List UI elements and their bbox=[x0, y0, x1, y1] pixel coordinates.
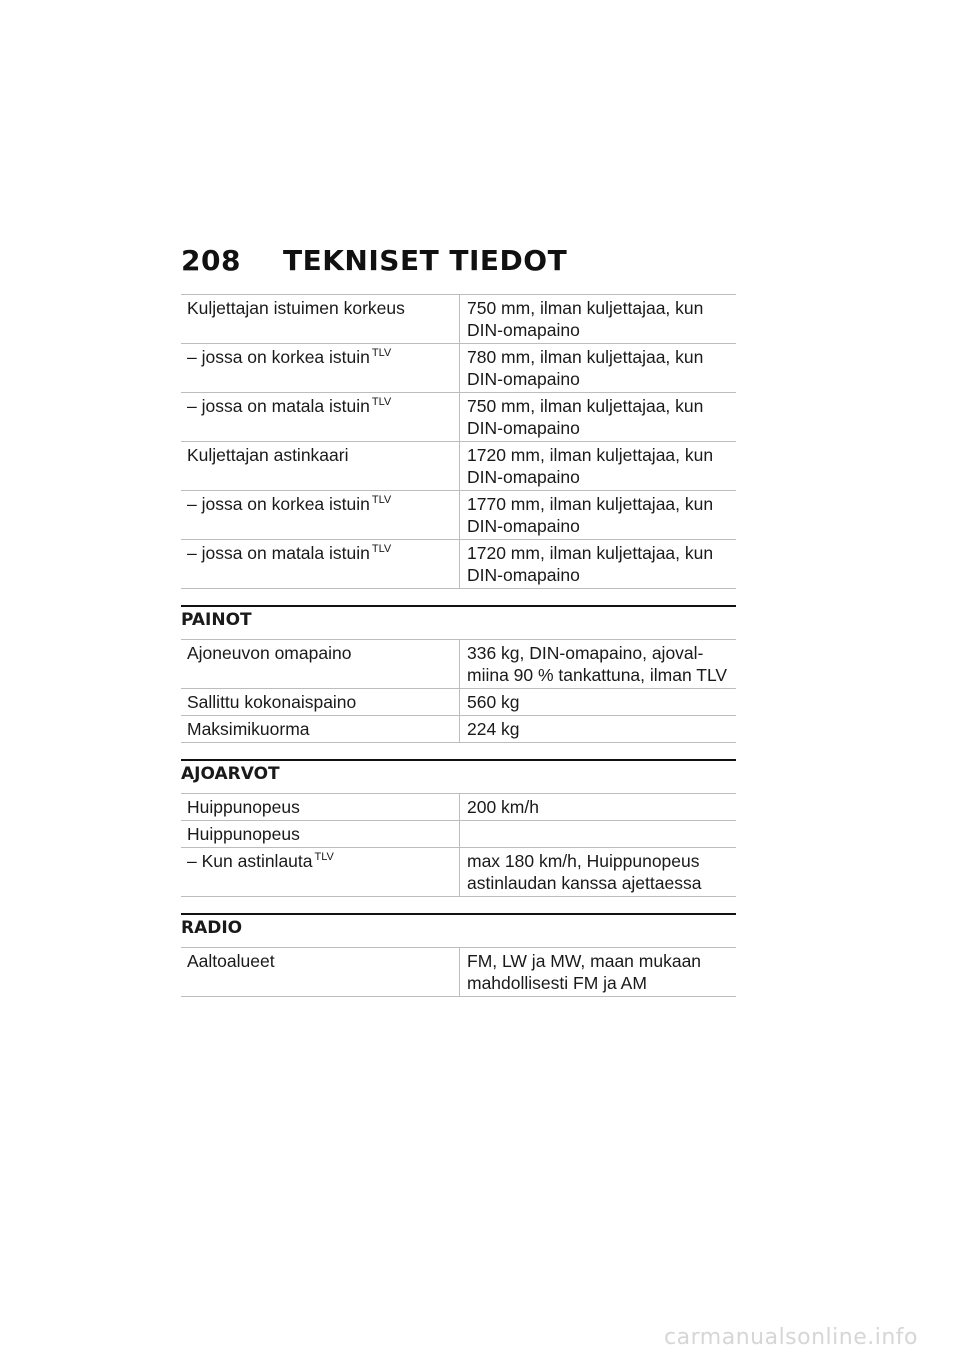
spec-label bbox=[181, 689, 460, 716]
spec-label bbox=[181, 393, 460, 442]
table-row bbox=[181, 540, 736, 589]
table-row bbox=[181, 948, 736, 997]
spec-label bbox=[181, 344, 460, 393]
section-title-radio: RADIO bbox=[181, 913, 736, 947]
spec-label bbox=[181, 948, 460, 997]
page-number: 208 bbox=[181, 244, 241, 277]
spec-label bbox=[181, 442, 460, 491]
table-row bbox=[181, 689, 736, 716]
spec-label-text: Kuljettajan astinkaari bbox=[187, 445, 349, 465]
table-row bbox=[181, 295, 736, 344]
driving-values-table bbox=[181, 793, 736, 897]
table-row bbox=[181, 821, 736, 848]
footnote-marker: TLV bbox=[371, 494, 392, 506]
spec-label-text: – jossa on matala istuin bbox=[187, 396, 370, 416]
spec-label-text: Huippunopeus bbox=[187, 797, 300, 817]
spec-value: 1720 mm, ilman kuljettajaa, kun DIN-omapaino bbox=[460, 540, 737, 589]
spec-label bbox=[181, 821, 460, 848]
spec-value: 750 mm, ilman kuljettajaa, kun DIN-omapaino bbox=[460, 393, 737, 442]
spec-value: 750 mm, ilman kuljettajaa, kun DIN-omapaino bbox=[460, 295, 737, 344]
spec-label-text: Aaltoalueet bbox=[187, 951, 275, 971]
spec-label bbox=[181, 491, 460, 540]
section-title-weights: PAINOT bbox=[181, 605, 736, 639]
spec-label-text: Huippunopeus bbox=[187, 824, 300, 844]
table-row bbox=[181, 640, 736, 689]
spec-label bbox=[181, 640, 460, 689]
footnote-marker: TLV bbox=[371, 396, 392, 408]
spec-value: max 180 km/h, Huippunopeus astinlaudan kanssa ajettaessa bbox=[460, 848, 737, 897]
spec-label-text: Sallittu kokonaispaino bbox=[187, 692, 357, 712]
spec-value: 1720 mm, ilman kuljettajaa, kun DIN-omapaino bbox=[460, 442, 737, 491]
spec-value: 1770 mm, ilman kuljettajaa, kun DIN-omapaino bbox=[460, 491, 737, 540]
content bbox=[181, 294, 736, 997]
page-header bbox=[181, 244, 567, 277]
table-row bbox=[181, 716, 736, 743]
spec-label bbox=[181, 295, 460, 344]
spec-value: 224 kg bbox=[460, 716, 737, 743]
spec-value: 336 kg, DIN-omapaino, ajoval-miina 90 % tankattuna, ilman TLV bbox=[460, 640, 737, 689]
table-row bbox=[181, 794, 736, 821]
spec-label-text: Ajoneuvon omapaino bbox=[187, 643, 352, 663]
spec-value: 560 kg bbox=[460, 689, 737, 716]
table-row bbox=[181, 442, 736, 491]
seat-height-table bbox=[181, 294, 736, 589]
spec-label-text: – jossa on matala istuin bbox=[187, 543, 370, 563]
table-row bbox=[181, 393, 736, 442]
spec-label bbox=[181, 716, 460, 743]
page-title: TEKNISET TIEDOT bbox=[283, 244, 568, 277]
spec-value: 780 mm, ilman kuljettajaa, kun DIN-omapaino bbox=[460, 344, 737, 393]
spec-value bbox=[460, 821, 737, 848]
watermark: carmanualsonline.info bbox=[664, 1325, 918, 1350]
footnote-marker: TLV bbox=[314, 851, 334, 863]
spec-label-text: Maksimikuorma bbox=[187, 719, 310, 739]
spec-label bbox=[181, 540, 460, 589]
spec-value: FM, LW ja MW, maan mukaan mahdollisesti FM ja AM bbox=[460, 948, 737, 997]
spec-label bbox=[181, 794, 460, 821]
table-row bbox=[181, 848, 736, 897]
spec-value: 200 km/h bbox=[460, 794, 737, 821]
spec-label-text: – Kun astinlauta bbox=[187, 851, 313, 871]
radio-table bbox=[181, 947, 736, 997]
section-title-driving: AJOARVOT bbox=[181, 759, 736, 793]
table-row bbox=[181, 344, 736, 393]
spec-label-text: Kuljettajan istuimen korkeus bbox=[187, 298, 405, 318]
weights-table bbox=[181, 639, 736, 743]
spec-label bbox=[181, 848, 460, 897]
footnote-marker: TLV bbox=[371, 543, 392, 555]
spec-label-text: – jossa on korkea istuin bbox=[187, 494, 370, 514]
table-row bbox=[181, 491, 736, 540]
footnote-marker: TLV bbox=[371, 347, 392, 359]
spec-label-text: – jossa on korkea istuin bbox=[187, 347, 370, 367]
